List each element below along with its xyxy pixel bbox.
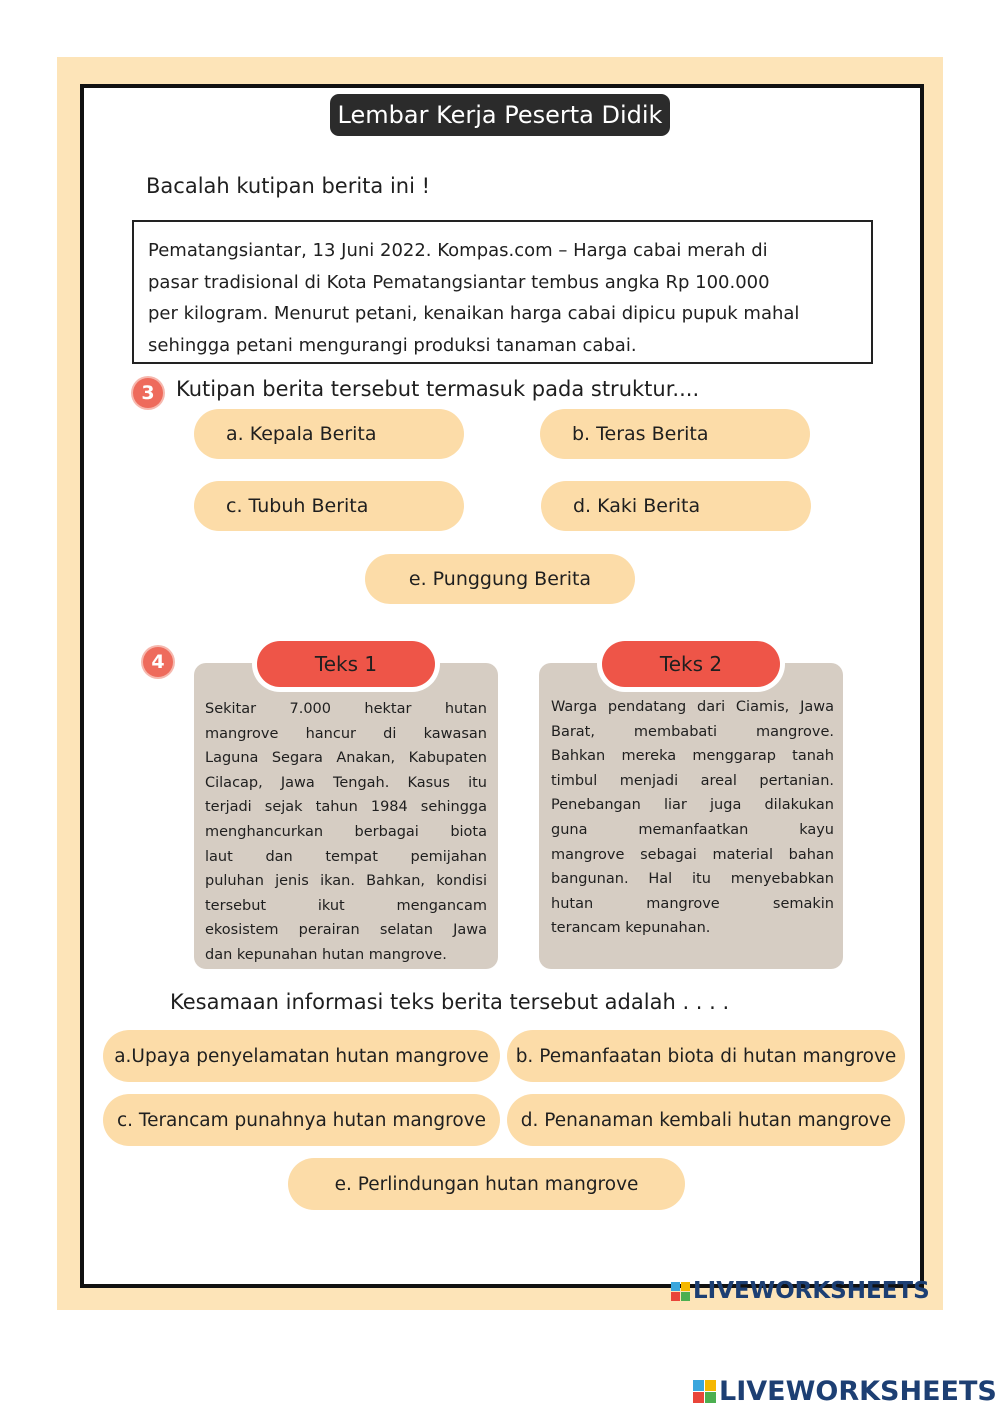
text-line: terjadi sejak tahun 1984 sehingga: [205, 799, 487, 816]
text-line: tersebut ikut mengancam: [205, 897, 487, 914]
q4-option-a[interactable]: a.Upaya penyelamatan hutan mangrove: [103, 1030, 500, 1082]
q4-option-b[interactable]: b. Pemanfaatan biota di hutan mangrove: [507, 1030, 905, 1082]
question-4-text: Kesamaan informasi teks berita tersebut adalah . . . .: [170, 990, 730, 1014]
text-line: Bahkan mereka menggarap tanah: [551, 748, 834, 765]
q3-option-b[interactable]: b. Teras Berita: [540, 409, 810, 459]
question-3-number: 3: [133, 378, 163, 408]
q3-option-c[interactable]: c. Tubuh Berita: [194, 481, 464, 531]
text-line: dan kepunahan hutan mangrove.: [205, 946, 447, 963]
text-line: timbul menjadi areal pertanian.: [551, 772, 834, 789]
q4-option-c[interactable]: c. Terancam punahnya hutan mangrove: [103, 1094, 500, 1146]
worksheet-title: Lembar Kerja Peserta Didik: [330, 94, 670, 136]
news-line: pasar tradisional di Kota Pematangsiantar tembus angka Rp 100.000: [148, 271, 770, 293]
q3-option-d[interactable]: d. Kaki Berita: [541, 481, 811, 531]
news-line: per kilogram. Menurut petani, kenaikan harga cabai dipicu pupuk mahal: [148, 303, 800, 324]
logo-tiles-icon: [671, 1282, 690, 1301]
text-line: terancam kepunahan.: [551, 920, 711, 937]
text-line: Sekitar 7.000 hektar hutan: [205, 701, 487, 717]
q4-option-e[interactable]: e. Perlindungan hutan mangrove: [288, 1158, 685, 1210]
text-line: Barat, membabati mangrove.: [551, 723, 834, 740]
logo-tiles-icon: [693, 1380, 716, 1403]
text-line: mangrove sebagai material bahan: [551, 846, 834, 863]
text-line: Laguna Segara Anakan, Kabupaten: [205, 750, 487, 767]
text-line: menghancurkan berbagai biota: [205, 823, 487, 840]
text-line: laut dan tempat pemijahan: [205, 848, 487, 865]
q3-option-e[interactable]: e. Punggung Berita: [365, 554, 635, 604]
text-line: puluhan jenis ikan. Bahkan, kondisi: [205, 873, 487, 890]
logo-text: LIVEWORKSHEETS: [719, 1376, 997, 1407]
text-line: ekosistem perairan selatan Jawa: [205, 922, 487, 939]
q3-option-a[interactable]: a. Kepala Berita: [194, 409, 464, 459]
text-line: Cilacap, Jawa Tengah. Kasus itu: [205, 774, 487, 791]
text-card-2-label: Teks 2: [602, 641, 780, 687]
text-card-2-body: [551, 695, 834, 941]
liveworksheets-logo-frame: [671, 1278, 930, 1304]
text-line: guna memanfaatkan kayu: [551, 821, 834, 838]
text-card-1-label: Teks 1: [257, 641, 435, 687]
logo-text: LIVEWORKSHEETS: [693, 1278, 930, 1304]
text-line: mangrove hancur di kawasan: [205, 725, 487, 742]
text-line: hutan mangrove semakin: [551, 895, 834, 912]
news-excerpt-box: [132, 220, 873, 364]
question-3-text: Kutipan berita tersebut termasuk pada struktur....: [176, 377, 700, 401]
news-line: Pematangsiantar, 13 Juni 2022. Kompas.com – Harga cabai merah di: [148, 240, 768, 261]
text-line: bangunan. Hal itu menyebabkan: [551, 871, 834, 888]
text-line: Penebangan liar juga dilakukan: [551, 797, 834, 814]
news-line: sehingga petani mengurangi produksi tanaman cabai.: [148, 334, 637, 356]
q4-option-d[interactable]: d. Penanaman kembali hutan mangrove: [507, 1094, 905, 1146]
liveworksheets-logo-footer: [693, 1376, 997, 1407]
question-4-number: 4: [143, 647, 173, 677]
text-line: Warga pendatang dari Ciamis, Jawa: [551, 699, 834, 715]
reading-instruction: Bacalah kutipan berita ini !: [146, 174, 431, 198]
text-card-1-body: [205, 697, 487, 968]
